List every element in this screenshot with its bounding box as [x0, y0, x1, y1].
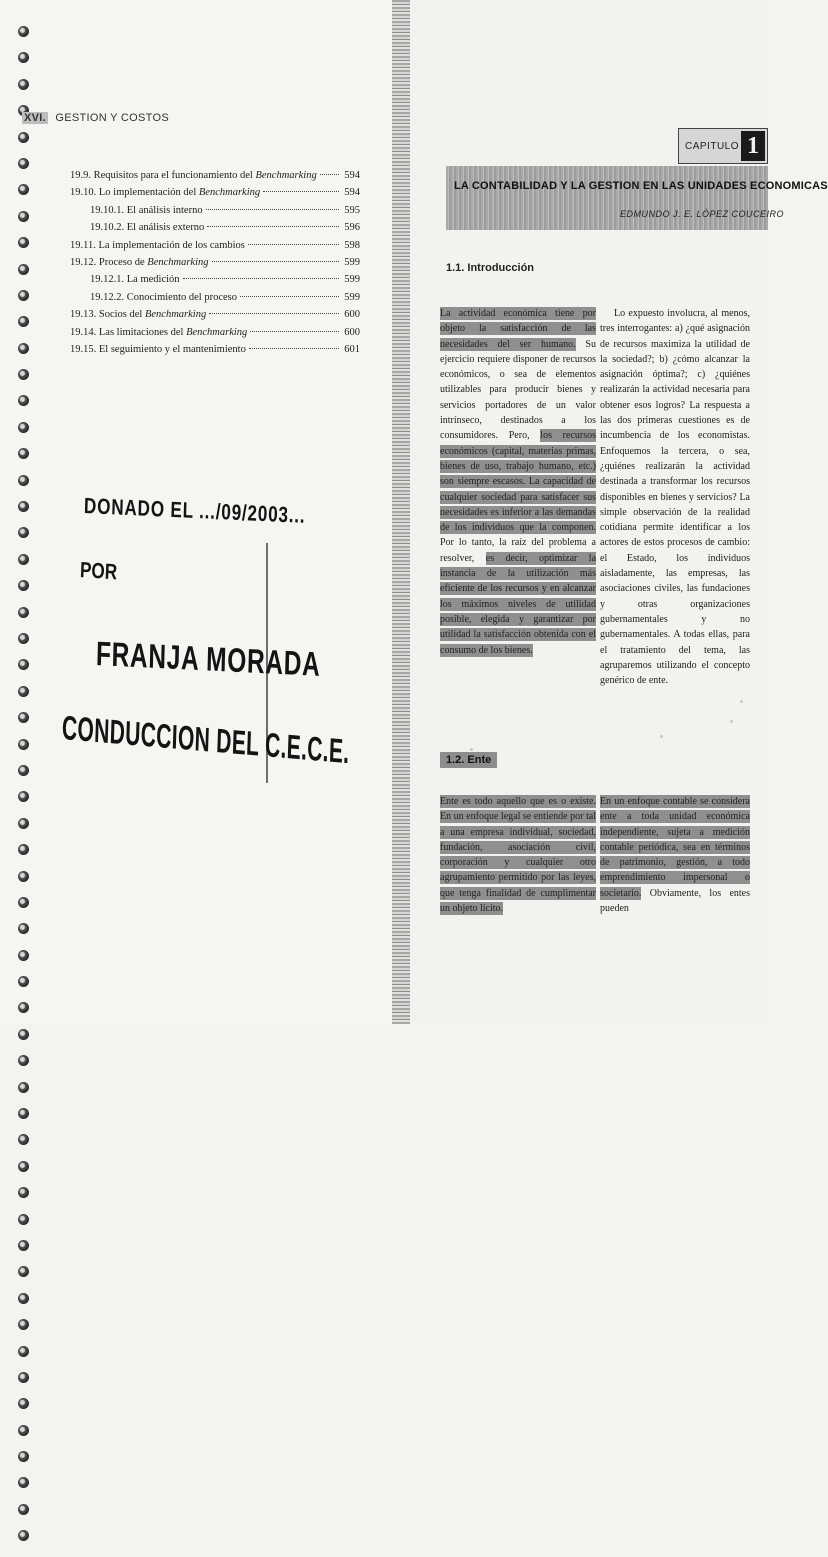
toc-entry-text: El análisis interno — [126, 204, 203, 216]
toc-entry-number: 19.10. — [70, 187, 97, 199]
chapter-author: EDMUNDO J. E. LÓPEZ COUCEIRO — [620, 209, 785, 219]
toc-entry-italic: Benchmarking — [186, 326, 248, 338]
binding-ring — [18, 1055, 29, 1066]
toc-leader-dots — [240, 296, 339, 297]
spiral-binding — [10, 26, 36, 1557]
text-column-right — [600, 306, 750, 688]
binding-ring — [18, 527, 29, 538]
toc-entry-label — [70, 254, 209, 271]
donation-stamp — [61, 485, 351, 815]
binding-ring — [18, 844, 29, 855]
toc-entry — [70, 184, 360, 201]
toc-leader-dots — [249, 348, 339, 349]
toc-entry — [70, 341, 360, 358]
stamp-line-franja-morada: FRANJA MORADA — [95, 635, 322, 684]
toc-entry-number: 19.13. — [70, 309, 97, 321]
toc-entry-number: 19.12. — [70, 257, 97, 269]
stamp-line-donado: DONADO EL .../09/2003... — [83, 493, 306, 528]
toc-entry-label — [90, 271, 180, 288]
binding-ring — [18, 1002, 29, 1013]
toc-leader-dots — [207, 226, 339, 227]
table-of-contents — [70, 167, 360, 358]
chapter-label: CAPITULO — [685, 141, 740, 152]
toc-entry-text: Conocimiento del proceso — [126, 291, 237, 303]
binding-ring — [18, 1240, 29, 1251]
highlighted-text: Ente es todo aquello que es o existe. En un enfoque legal se entiende por tal a una empresa individual, sociedad, fundación, asociación civil, corporación y cualquier otro agrupamiento permitido por las leyes, que tenga finalidad de cumplimentar un objeto lícito. — [440, 796, 596, 915]
binding-ring — [18, 739, 29, 750]
toc-entry-page: 594 — [344, 187, 360, 199]
toc-entry-text: Las limitaciones del — [98, 326, 184, 338]
header-number: XVI. — [24, 112, 46, 124]
toc-entry-text: Proceso de — [98, 257, 145, 269]
section-heading-introduccion: 1.1. Introducción — [446, 262, 535, 274]
toc-entry — [70, 271, 360, 288]
toc-entry-number: 19.15. — [70, 344, 97, 356]
body-text: Por lo tanto, la raíz del problema a resolver, — [440, 537, 596, 564]
toc-entry-label — [90, 289, 237, 306]
chapter-title-band — [446, 166, 768, 230]
toc-entry-italic: Benchmarking — [198, 187, 261, 199]
binding-ring — [18, 264, 29, 275]
binding-ring — [18, 897, 29, 908]
toc-leader-dots — [212, 261, 339, 262]
toc-entry-page: 594 — [344, 170, 360, 181]
scan-speck — [470, 748, 473, 751]
toc-leader-dots — [209, 313, 339, 314]
right-page — [410, 0, 828, 1024]
binding-ring — [18, 475, 29, 486]
toc-entry-page: 600 — [344, 326, 360, 338]
binding-ring — [18, 422, 29, 433]
binding-ring — [18, 1029, 29, 1040]
toc-entry — [70, 254, 360, 271]
toc-leader-dots — [183, 278, 339, 279]
binding-ring — [18, 554, 29, 565]
toc-entry-label — [70, 167, 317, 184]
toc-entry — [70, 219, 360, 236]
toc-entry-page: 595 — [344, 204, 360, 216]
toc-leader-dots — [263, 191, 339, 192]
header-title: GESTION Y COSTOS — [55, 112, 169, 124]
binding-ring — [18, 79, 29, 90]
scan-speck — [710, 540, 713, 543]
binding-ring — [18, 158, 29, 169]
toc-entry-text: Socios del — [98, 309, 143, 321]
toc-entry-number: 19.12.2. — [90, 291, 125, 303]
toc-entry-text: El análisis externo — [126, 222, 205, 234]
toc-leader-dots — [320, 174, 339, 175]
text-column-bottom-right — [600, 794, 750, 916]
toc-entry — [70, 289, 360, 306]
binding-ring — [18, 184, 29, 195]
toc-entry-page: 598 — [344, 239, 360, 251]
body-text: Obviamente, los entes pueden — [600, 887, 750, 915]
toc-leader-dots — [248, 244, 339, 245]
toc-entry-page: 599 — [344, 257, 360, 269]
binding-ring — [18, 1108, 29, 1119]
binding-ring — [18, 712, 29, 723]
toc-entry-text: Lo implementación del — [98, 187, 197, 199]
binding-ring — [18, 791, 29, 802]
running-header — [22, 112, 169, 124]
binding-ring — [18, 1504, 29, 1515]
binding-ring — [18, 686, 29, 697]
binding-ring — [18, 950, 29, 961]
toc-entry-label — [70, 341, 246, 358]
toc-entry-number: 19.12.1. — [90, 274, 125, 286]
toc-entry-number: 19.14. — [70, 326, 97, 338]
toc-entry-label — [70, 184, 260, 201]
binding-ring — [18, 1346, 29, 1357]
toc-entry — [70, 306, 360, 323]
binding-ring — [18, 1398, 29, 1409]
binding-ring — [18, 633, 29, 644]
text-column-left — [440, 306, 596, 658]
binding-ring — [18, 1451, 29, 1462]
binding-ring — [18, 211, 29, 222]
toc-entry — [70, 202, 360, 219]
highlighted-text: es decir, optimizar la instancia de la utilización más eficiente de los recursos y en alcanzar los máximos niveles de utilidad posible, elegida y garantizar por utilidad la satisfacción obtenida con el consumo de los bienes. — [440, 552, 597, 656]
binding-ring — [18, 52, 29, 63]
binding-ring — [18, 369, 29, 380]
binding-ring — [18, 923, 29, 934]
toc-entry — [70, 237, 360, 254]
binding-ring — [18, 1477, 29, 1488]
toc-entry-page: 596 — [344, 222, 360, 234]
highlighted-text: En un enfoque contable se considera ente a toda unidad económica independiente, sujeta a medición contable periódica, sea en términos de patrimonio, gestión, a todo emprendimiento impersonal o societario. — [600, 796, 750, 899]
toc-entry-italic: Benchmarking — [144, 309, 207, 321]
binding-ring — [18, 976, 29, 987]
toc-entry-text: El seguimiento y el mantenimiento — [98, 344, 246, 356]
binding-ring — [18, 316, 29, 327]
toc-entry-number: 19.9. — [70, 170, 91, 181]
toc-entry-text: La implementación de los cambios — [98, 239, 245, 251]
toc-entry-label — [70, 306, 206, 323]
binding-ring — [18, 765, 29, 776]
binding-ring — [18, 818, 29, 829]
binding-ring — [18, 290, 29, 301]
binding-ring — [18, 1293, 29, 1304]
highlighted-text: los recursos económicos (capital, materias primas, bienes de uso, trabajo humano, etc.) son siempre escasos. La capacidad de cualquier sociedad para satisfacer sus necesidades es inferior a las demandas de los individuos que la componen. — [440, 430, 596, 534]
stamp-line-conduccion: CONDUCCION DEL C.E.C.E. — [61, 709, 351, 772]
binding-ring — [18, 1425, 29, 1436]
toc-entry-text: Requisitos para el funcionamiento del — [93, 170, 253, 181]
binding-ring — [18, 1134, 29, 1145]
binding-ring — [18, 343, 29, 354]
binding-ring — [18, 448, 29, 459]
toc-entry-text: La medición — [126, 274, 180, 286]
section-heading-ente: 1.2. Ente — [440, 752, 497, 768]
toc-entry-number: 19.10.1. — [90, 204, 125, 216]
scan-speck — [740, 700, 743, 703]
binding-ring — [18, 132, 29, 143]
toc-entry-page: 599 — [344, 291, 360, 303]
chapter-box — [678, 128, 768, 164]
toc-entry-italic: Benchmarking — [147, 257, 209, 269]
stamp-line-por: POR — [79, 557, 118, 585]
toc-entry-label — [90, 219, 204, 236]
binding-ring — [18, 1319, 29, 1330]
toc-entry-label — [70, 324, 247, 341]
chapter-title: LA CONTABILIDAD Y LA GESTION EN LAS UNIDADES ECONOMICAS — [454, 180, 828, 192]
toc-entry-label — [70, 237, 245, 254]
chapter-number: 1 — [741, 131, 765, 161]
binding-ring — [18, 871, 29, 882]
toc-entry-number: 19.11. — [70, 239, 96, 251]
binding-ring — [18, 395, 29, 406]
text-column-bottom-left — [440, 794, 596, 916]
toc-entry-page: 599 — [344, 274, 360, 286]
binding-ring — [18, 1187, 29, 1198]
binding-ring — [18, 1161, 29, 1172]
toc-entry-label — [90, 202, 203, 219]
scan-speck — [700, 575, 703, 578]
binding-ring — [18, 607, 29, 618]
toc-entry-page: 600 — [344, 309, 360, 321]
scan-speck — [730, 720, 733, 723]
binding-ring — [18, 1266, 29, 1277]
toc-entry-page: 601 — [344, 344, 360, 356]
toc-entry-italic: Benchmarking — [255, 170, 317, 181]
binding-ring — [18, 1082, 29, 1093]
toc-entry — [70, 167, 360, 184]
binding-ring — [18, 1214, 29, 1225]
scan-speck — [660, 735, 663, 738]
toc-entry-number: 19.10.2. — [90, 222, 125, 234]
binding-ring — [18, 1372, 29, 1383]
body-paragraph: Lo expuesto involucra, al menos, tres interrogantes: a) ¿qué asignación de recursos maximiza la utilidad de la sociedad?; b) ¿cómo alcanzar la asignación óptima?; c) ¿quiénes realizarán la actividad necesaria para obtener esos logros? La respuesta a las dos primeras cuestiones es de incumbencia de los economistas. Enfoquemos la tercera, o sea, ¿quiénes realizarán la actividad destinada a transformar los recursos disponibles en bienes y servicios? La simple observación de la realidad cotidiana permite identificar a los actores de estos procesos de cambio: el Estado, los individuos aisladamente, las empresas, las asociaciones civiles, las fundaciones y otras organizaciones gubernamentales y no gubernamentales. A todas ellas, para el tratamiento del tema, las agruparemos utilizando el concepto genérico de ente. — [600, 308, 750, 687]
binding-ring — [18, 237, 29, 248]
binding-ring — [18, 1530, 29, 1541]
binding-ring — [18, 580, 29, 591]
toc-entry — [70, 324, 360, 341]
binding-ring — [18, 501, 29, 512]
binding-ring — [18, 26, 29, 37]
toc-leader-dots — [250, 331, 339, 332]
body-text: Su ejercicio requiere disponer de recursos económicos, o sea de elementos utilizables para producir bienes y servicios portadores de un valor intrínseco, destinados a los consumidores. Pero, — [440, 338, 596, 442]
left-page — [0, 0, 398, 1024]
binding-ring — [18, 659, 29, 670]
toc-leader-dots — [206, 209, 339, 210]
highlighted-text: La actividad económica tiene por objeto la satisfacción de las necesidades del ser humano. — [440, 308, 596, 350]
